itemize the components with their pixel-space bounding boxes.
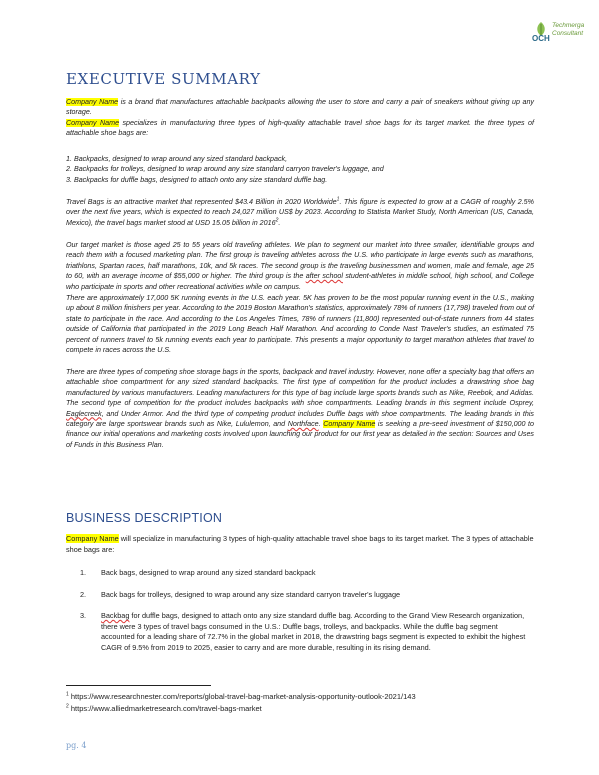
footnote-2: $^2$ https://www.alliedmarketresearch.com/travel-bags-market <box>66 703 262 713</box>
logo-line-2: Consultant <box>552 30 584 37</box>
list-item: 1. Back bags, designed to wrap around any sized standard backpack <box>80 568 316 577</box>
business-description-paragraph: Company Name will specialize in manufacturing 3 types of high-quality attachable travel shoe bags to its target market. The 3 types of attachable shoe bags are: <box>66 534 534 554</box>
logo-line-1: Techmerga <box>552 22 585 29</box>
spelling-flag: Backbag <box>101 611 130 620</box>
intro-paragraph: Company Name is a brand that manufactures attachable backpacks allowing the user to store and carry a pair of sneakers without giving up any storage. Company Name specializes in manufacturing three types of high-quality attachable travel shoe bags for its target market. the three types of attachable shoe bags are: <box>66 98 535 138</box>
spelling-flag: Eaglecreek <box>66 409 102 418</box>
spelling-flag: after school <box>305 272 343 281</box>
business-description-heading: BUSINESS DESCRIPTION <box>66 511 223 525</box>
list-item: 1. Backpacks, designed to wrap around any sized standard backpack, <box>66 155 288 163</box>
company-name-highlight: Company Name <box>66 118 120 127</box>
executive-summary-heading: EXECUTIVE SUMMARY <box>66 70 261 88</box>
logo-mark-text: OCH <box>532 34 550 43</box>
list-item: 3. Backpacks for duffle bags, designed to attach onto any size standard duffle bag. <box>66 175 328 184</box>
page-number: pg. 4 <box>66 741 87 750</box>
list-item: 2. Backpacks for trolleys, designed to wrap around any size standard carryon traveler's luggage, and <box>66 165 384 174</box>
market-size-paragraph: Travel Bags is an attractive market that represented $43.4 Billion in 2020 Worldwide$^1$. This figure is expected to grow at a CAGR of roughly 2.5% over the next five years, which is expected to reach 24,027 million US$ by 2023. According to Statista Market Study, North American (US, Canada, Mexico), the travel bags market stood at USD 15.05 billion in 2016$^2$. <box>66 196 535 227</box>
company-name-highlight: Company Name <box>66 98 119 106</box>
footnote-separator <box>66 685 211 686</box>
company-logo <box>532 18 590 46</box>
competition-paragraph: There are three types of competing shoe storage bags in the sports, backpack and travel industry. However, none offer a specialty bag that offers an attachable shoe compartment for any sized standard backpacks. The first type of competition for the product includes a drawstring shoe bag manufactured by various manufacturers. Leading manufacturers for this type of bag include large sports brands such as Nike, Reebok, and Adidas. The second type of competition for the product includes backpacks with shoe compartments. Leading brands in this segment include Osprey, Eaglecreek, and Under Armor. And the third type of competing product includes Duffle bags with shoe compartments. The leading brands in this category are large sportswear brands such as Nike, Lululemon, and Northface. Company Name is seeking a pre-seed investment of $150,000 to finance our initial operations and marketing costs involved upon launching our product for our first year as detailed in the section: Sources and Uses of Funds in this Business Plan. <box>66 368 535 449</box>
running-events-paragraph: There are approximately 17,000 5K running events in the U.S. each year. 5K has proven to be the most popular running event in the U.S., making up about 8 million finishers per year. According to the 2019 Boston Marathon's statistics, approximately 78% of runners (17,798) traveled from out of state to participate in the race. And according to the Los Angeles Times, 78% of runners (11,800) represented out-of-state runners from 44 states outside of California that participated in the 2019 Long Beach Half Marathon. And according to Conde Nast Traveler's studies, an estimated 75 percent of runners travel to 5k running events each year to participate. This presents a major opportunity to target marathon athletes that travel to compete in races across the U.S. <box>66 294 534 355</box>
spelling-flag: Northface <box>287 420 319 429</box>
list-item: 2. Back bags for trolleys, designed to wrap around any size standard carryon traveler's luggage <box>80 590 401 599</box>
shoe-bag-types-list <box>66 154 534 185</box>
target-market-paragraph: Our target market is those aged 25 to 55 years old traveling athletes. We plan to segment our market into three smaller, identifiable groups and reach them with a focused marketing plan. The first group is traveling athletes across the U.S. who participate in large events such as marathons, triathlons, Spartan races, half marathons, 10k, and 5k races. The second group is the traveling businessmen and women, male and female, age 25 to 60, with an average income of $55,000 or higher. The third group is the after school student-athletes in middle school, high school, and College who participate in sports and other recreational activities while on campus. <box>66 241 534 291</box>
company-name-highlight: Company Name <box>323 420 376 429</box>
footnote-1: $^1$ https://www.researchnester.com/reports/global-travel-bag-market-analysis-opportunity-outlook-2021/143 <box>66 691 416 701</box>
footnote-ref-2: 2 <box>275 217 279 224</box>
company-name-highlight: Company Name <box>66 534 119 543</box>
list-item: 3. Backbag for duffle bags, designed to attach onto any size standard duffle bag. According to the Grand View Research organization, there were 3 types of travel bags consumed in the U.S.: Duffle bags, trolleys, and backpacks. While the duffle bag segment accounted for a leading share of 72.7% in the global market in 2018, the drawstring bags segment is expected to exhibit the highest CAGR of 9.5% from 2019 to 2025, easier to carry and are more durable, resulting in its rising demand. <box>80 611 526 652</box>
footnote-ref-1: 1 <box>336 196 340 203</box>
